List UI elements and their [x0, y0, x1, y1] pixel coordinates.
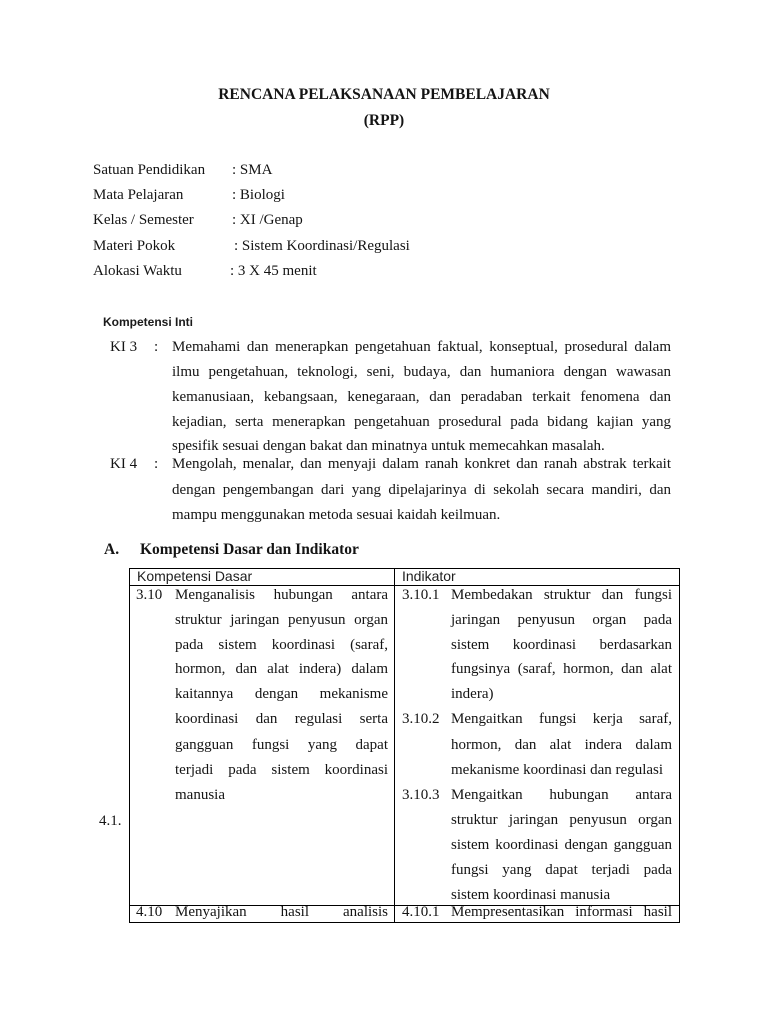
column-divider — [394, 568, 395, 923]
document-title: RENCANA PELAKSANAAN PEMBELAJARAN — [218, 86, 550, 103]
info-value-kelas-semester: : XI /Genap — [232, 212, 303, 228]
indikator-text-line: fungsinya (saraf, hormon, dan alat — [451, 661, 672, 677]
ki-separator: : — [154, 339, 159, 355]
indikator-text-line: indera) — [451, 686, 494, 702]
indikator-text-line: hormon, dan alat indera dalam — [451, 737, 672, 753]
kd-text-line: manusia — [175, 787, 225, 803]
info-value-satuan-pendidikan: : SMA — [232, 162, 273, 178]
kd-text-line: hormon, dan alat indera) dalam — [175, 661, 388, 677]
info-value-materi-pokok: : Sistem Koordinasi/Regulasi — [234, 238, 410, 254]
ki-text-line: kemanusiaan, kebangsaan, kenegaraan, dan peradaban terkait fenomena dan — [172, 389, 671, 405]
indikator-code: 4.10.1 — [402, 904, 440, 920]
document-subtitle: (RPP) — [363, 112, 405, 129]
indikator-text-line: fungsi yang dapat terjadi pada — [451, 862, 672, 878]
indikator-text-line: sistem koordinasi berdasarkan — [451, 637, 672, 653]
kd-text-line: gangguan fungsi yang dapat — [175, 737, 388, 753]
ki-text-line: dengan pengembangan dari yang dipelajarinya di sekolah secara mandiri, dan — [172, 482, 671, 498]
info-label-materi-pokok: Materi Pokok — [93, 238, 176, 254]
margin-label: 4.1. — [99, 813, 122, 829]
info-value-mata-pelajaran: : Biologi — [232, 187, 285, 203]
kd-text-line: pada sistem koordinasi (saraf, — [175, 637, 388, 653]
ki-text-line: ilmu pengetahuan, teknologi, seni, budaya, dan humaniora dengan wawasan — [172, 364, 671, 380]
ki-text-line: Mengolah, menalar, dan menyaji dalam ranah konkret dan ranah abstrak terkait — [172, 456, 671, 472]
info-label-kelas-semester: Kelas / Semester — [93, 212, 194, 228]
indikator-text-line: mekanisme koordinasi dan regulasi — [451, 762, 664, 778]
kompetensi-inti-heading: Kompetensi Inti — [103, 315, 194, 329]
ki-separator: : — [154, 456, 159, 472]
info-label-mata-pelajaran: Mata Pelajaran — [93, 187, 184, 203]
indikator-code: 3.10.3 — [402, 787, 440, 803]
kd-text-line: kaitannya dengan mekanisme — [175, 686, 388, 702]
kd-text-line: Menganalisis hubungan antara — [175, 587, 388, 603]
ki-code: KI 4 — [110, 456, 138, 472]
indikator-text-line: sistem koordinasi dengan gangguan — [451, 837, 672, 853]
ki-text-line: spesifik sesuai dengan bakat dan minatnya untuk memecahkan masalah. — [172, 438, 605, 454]
kd-code: 3.10 — [136, 587, 163, 603]
info-label-satuan-pendidikan: Satuan Pendidikan — [93, 162, 206, 178]
indikator-text-line: Mengaitkan hubungan antara — [451, 787, 672, 803]
indikator-text-line: Membedakan struktur dan fungsi — [451, 587, 672, 603]
indikator-text-line: Mengaitkan fungsi kerja saraf, — [451, 711, 672, 727]
indikator-code: 3.10.2 — [402, 711, 440, 727]
info-label-alokasi-waktu: Alokasi Waktu — [93, 263, 182, 279]
ki-text-line: Memahami dan menerapkan pengetahuan faktual, konseptual, prosedural dalam — [172, 339, 671, 355]
indikator-text-line: struktur jaringan penyusun organ — [451, 812, 672, 828]
ki-code: KI 3 — [110, 339, 138, 355]
kd-text-line: Menyajikan hasil analisis — [175, 904, 388, 920]
ki-text-line: kejadian, serta menerapkan pengetahuan prosedural pada bidang kajian yang — [172, 414, 671, 430]
indikator-text-line: jaringan penyusun organ pada — [451, 612, 672, 628]
kd-text-line: koordinasi dan regulasi serta — [175, 711, 388, 727]
indikator-text-line: sistem koordinasi manusia — [451, 887, 611, 903]
kd-text-line: struktur jaringan penyusun organ — [175, 612, 388, 628]
header-kompetensi-dasar: Kompetensi Dasar — [137, 568, 253, 584]
kd-code: 4.10 — [136, 904, 163, 920]
indikator-code: 3.10.1 — [402, 587, 440, 603]
indikator-text-line: Mempresentasikan informasi hasil — [451, 904, 672, 920]
section-heading: Kompetensi Dasar dan Indikator — [140, 541, 359, 558]
kd-text-line: terjadi pada sistem koordinasi — [175, 762, 388, 778]
header-indikator: Indikator — [402, 568, 456, 584]
ki-text-line: mampu menggunakan metoda sesuai kaidah keilmuan. — [172, 507, 501, 523]
info-value-alokasi-waktu: : 3 X 45 menit — [230, 263, 317, 279]
section-marker: A. — [104, 541, 120, 558]
